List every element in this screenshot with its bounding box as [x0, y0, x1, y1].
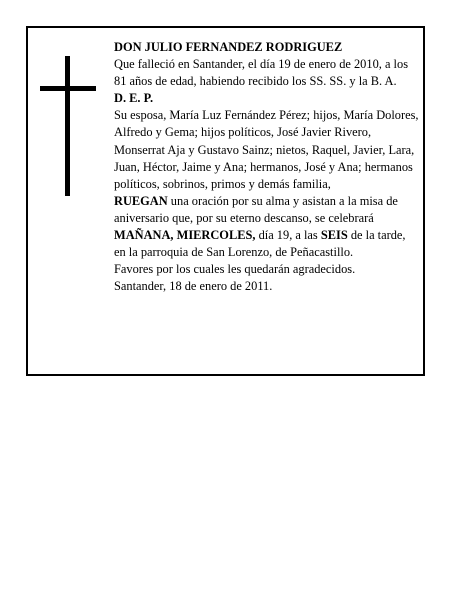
mass-day-text: día 19, a las — [255, 228, 321, 243]
request-text: una oración por su alma y asistan a la misa de aniversario que, por su eterno descanso, se celebrará — [114, 193, 398, 225]
family-list: Su esposa, María Luz Fernández Pérez; hijos, María Dolores, Alfredo y Gema; hijos políticos, José Javier Rivero, Monserrat Aja y Gustavo Sainz; nietos, Raquel, Javier, Lara, Juan, Héctor, Jaime y Ana; hermanos, José y Ana; hermanos políticos, sobrinos, primos y demás familia, — [114, 108, 419, 191]
thanks-line: Favores por los cuales les quedarán agradecidos. — [114, 262, 356, 277]
rip-line: D. E. P. — [114, 91, 154, 106]
mass-place: de la tarde, en la parroquia de San Lorenzo, de Peñacastillo. — [114, 228, 406, 260]
death-details: Que falleció en Santander, el día 19 de enero de 2010, a los 81 años de edad, habiendo recibido los SS. SS. y la B. A. — [114, 57, 409, 89]
mass-time: SEIS — [320, 228, 348, 243]
obituary-notice — [26, 26, 425, 376]
mass-day: MAÑANA, MIERCOLES, — [114, 228, 256, 243]
obituary-text — [114, 39, 420, 295]
deceased-name: DON JULIO FERNANDEZ RODRIGUEZ — [114, 40, 343, 54]
request-verb: RUEGAN — [114, 193, 168, 208]
cross-icon — [38, 56, 98, 196]
date-line: Santander, 18 de enero de 2011. — [114, 279, 273, 294]
mass-announcement — [114, 193, 420, 261]
